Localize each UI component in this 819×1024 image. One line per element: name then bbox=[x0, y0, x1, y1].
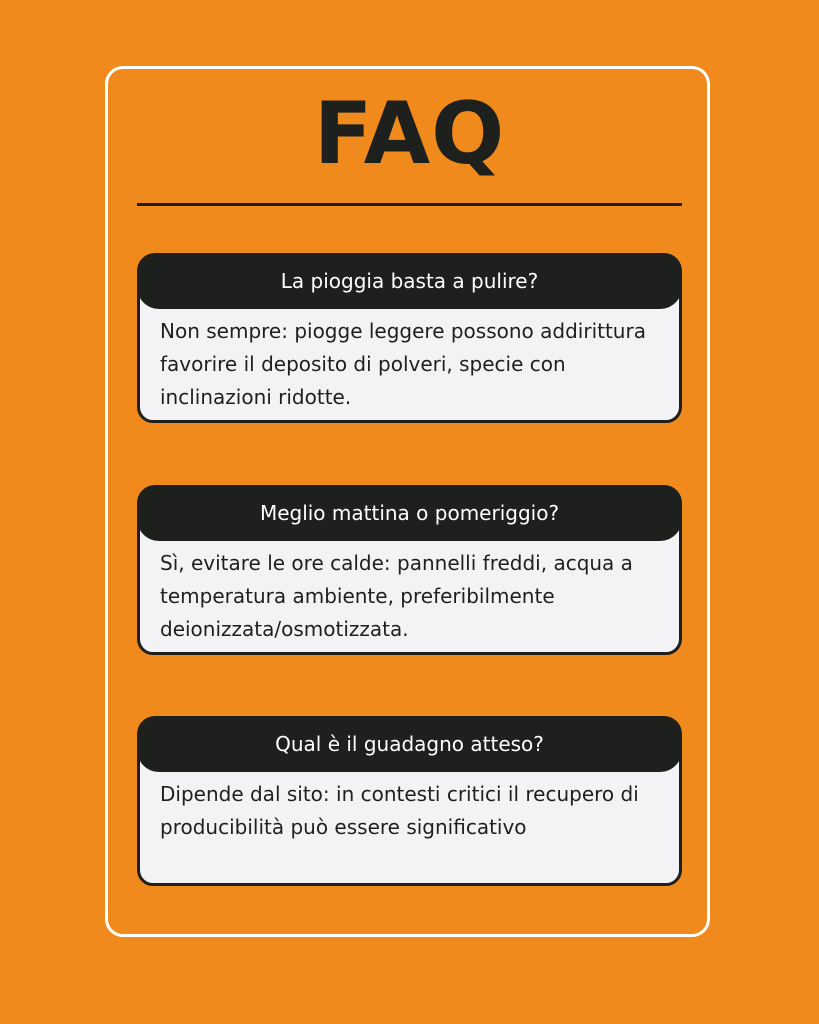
faq-answer: Non sempre: piogge leggere possono addirittura favorire il deposito di polveri, specie con inclinazioni ridotte. bbox=[160, 319, 646, 409]
faq-question-header[interactable]: Meglio mattina o pomeriggio? bbox=[137, 485, 682, 541]
faq-question-header[interactable]: La pioggia basta a pulire? bbox=[137, 253, 682, 309]
title-divider bbox=[137, 203, 682, 206]
faq-answer: Dipende dal sito: in contesti critici il recupero di producibilità può essere significativo bbox=[160, 782, 639, 839]
page-title: FAQ bbox=[313, 84, 506, 184]
faq-answer: Sì, evitare le ore calde: pannelli freddi, acqua a temperatura ambiente, preferibilmente deionizzata/osmotizzata. bbox=[160, 551, 633, 641]
faq-question-header[interactable]: Qual è il guadagno atteso? bbox=[137, 716, 682, 772]
